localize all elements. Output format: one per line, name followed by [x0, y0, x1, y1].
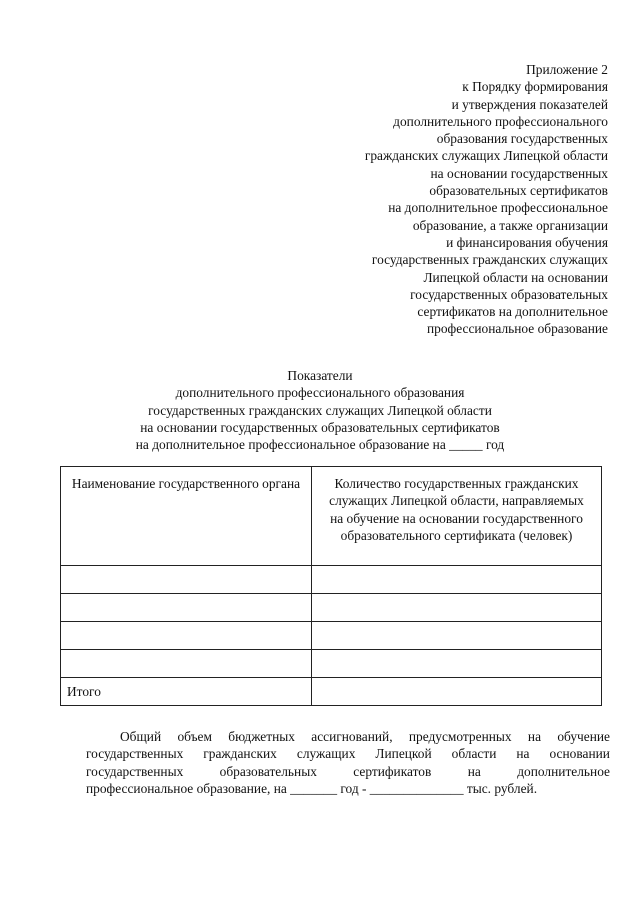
appendix-note [365, 61, 608, 338]
word: основании [549, 746, 610, 762]
table-cell-count [312, 650, 602, 678]
word: государственных [86, 763, 184, 779]
appendix-line: профессиональное образование [426, 321, 608, 337]
appendix-line: Приложение 2 [526, 62, 608, 77]
appendix-line: к Порядку формирования [462, 79, 608, 95]
table-cell-agency [61, 650, 312, 678]
indicators-table [60, 466, 602, 706]
word: на [516, 746, 530, 762]
column-header-employee-count-text: Количество государственных гражданских служащих Липецкой области, направляемых на обучение на основании государственного образовательного сертификата (человек) [329, 476, 584, 543]
table-header-row [61, 467, 602, 566]
table-cell-agency [61, 566, 312, 594]
title-line: дополнительного профессионального образования [175, 385, 465, 401]
appendix-line: на основании государственных [430, 165, 608, 181]
word: Липецкой [375, 746, 432, 762]
column-header-employee-count [312, 467, 602, 566]
word: сертификатов [353, 763, 432, 779]
table-cell-count [312, 594, 602, 622]
appendix-line: на дополнительное профессиональное [388, 200, 608, 216]
budget-paragraph [86, 728, 610, 797]
table-cell-agency [61, 594, 312, 622]
table-row [61, 594, 602, 622]
table-cell-agency [61, 622, 312, 650]
appendix-line: государственных образовательных [410, 286, 608, 302]
table-row [61, 650, 602, 678]
word: образовательных [219, 763, 317, 779]
table-cell-total-count [312, 678, 602, 706]
appendix-line: дополнительного профессионального [393, 113, 608, 129]
total-label: Итого [61, 678, 312, 706]
column-header-agency-text: Наименование государственного органа [71, 476, 301, 491]
appendix-line: Липецкой области на основании [423, 269, 608, 285]
appendix-line: и финансирования обучения [446, 234, 608, 250]
appendix-line: сертификатов на дополнительное [417, 304, 608, 320]
word: Общий [120, 729, 162, 744]
word: государственных [86, 746, 184, 762]
word: дополнительное [517, 763, 610, 779]
word: обучение [557, 729, 610, 744]
title-line: государственных гражданских служащих Липецкой области [148, 402, 492, 418]
title-line: на основании государственных образовательных сертификатов [140, 419, 500, 435]
table-total-row [61, 678, 602, 706]
word: на [527, 729, 542, 744]
word: предусмотренных [408, 729, 512, 744]
paragraph-line-2 [86, 745, 610, 762]
appendix-line: гражданских служащих Липецкой области [364, 148, 608, 164]
word: на [467, 763, 481, 779]
paragraph-line-4: профессиональное образование, на _______ год - ______________ тыс. рублей. [86, 780, 538, 796]
word: области [451, 746, 497, 762]
table-cell-count [312, 622, 602, 650]
appendix-line: образовательных сертификатов [429, 183, 608, 199]
word: ассигнований, [311, 729, 393, 744]
title-line: Показатели [287, 368, 353, 383]
appendix-line: и утверждения показателей [451, 96, 608, 112]
column-header-agency [61, 467, 312, 566]
word: бюджетных [228, 729, 295, 744]
word: гражданских [203, 746, 277, 762]
appendix-line: образования государственных [436, 131, 608, 147]
word: объем [177, 729, 212, 744]
word: служащих [296, 746, 356, 762]
title-line: на дополнительное профессиональное образование на _____ год [135, 437, 505, 453]
appendix-line: образование, а также организации [412, 217, 608, 233]
paragraph-line-3 [86, 763, 610, 780]
table-row [61, 566, 602, 594]
table-cell-count [312, 566, 602, 594]
document-title [0, 367, 640, 453]
appendix-line: государственных гражданских служащих [371, 252, 608, 268]
paragraph-line-1 [86, 728, 610, 745]
table-row [61, 622, 602, 650]
